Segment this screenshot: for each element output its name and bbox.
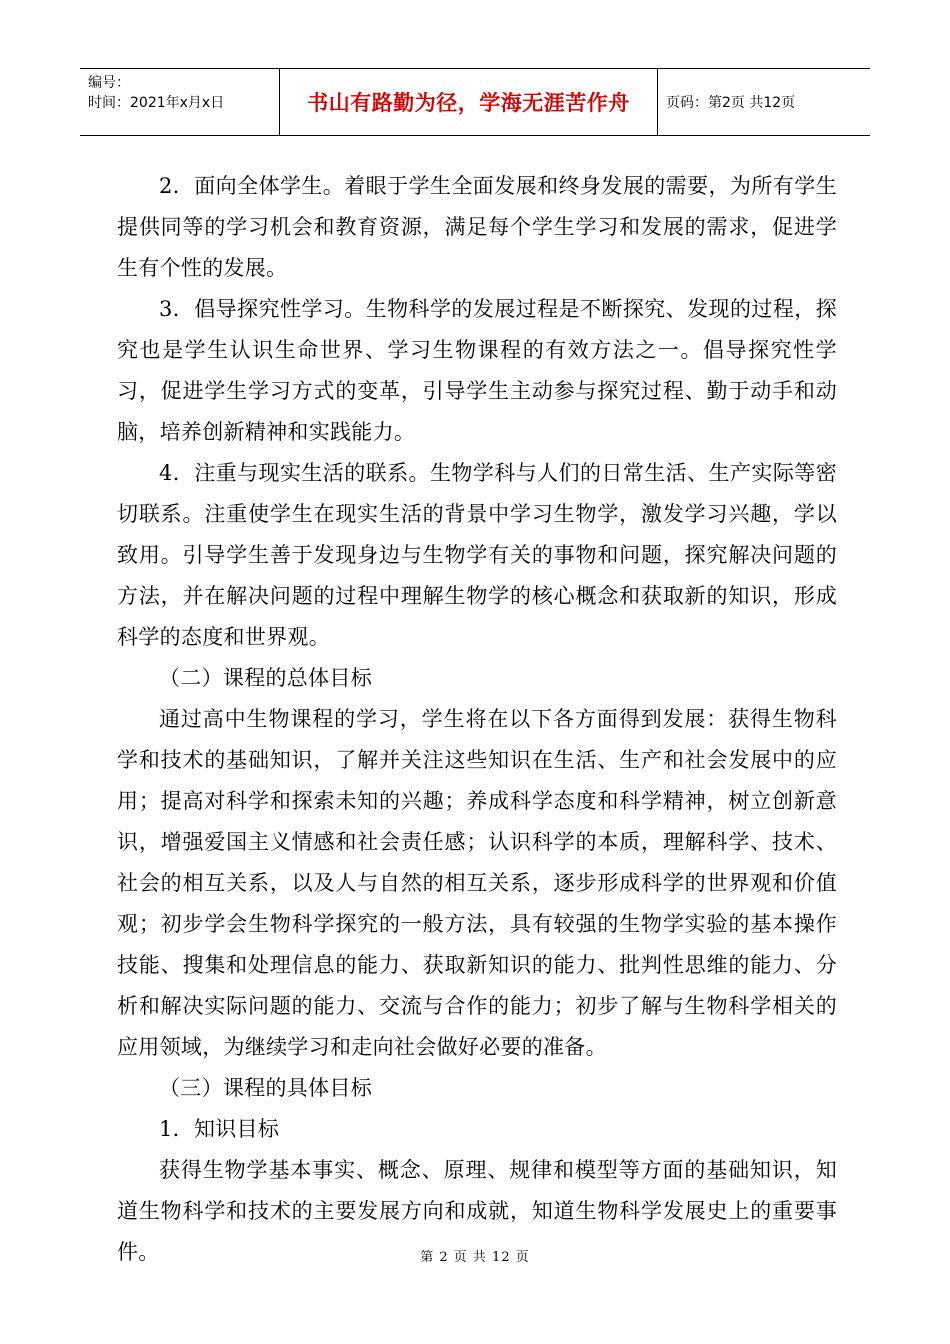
header-motto-cell: [280, 69, 658, 135]
paragraph-real-life: 4．注重与现实生活的联系。生物学科与人们的日常生活、生产实际等密切联系。注重使学生在现实生活的背景中学习生物学，激发学习兴趣，学以致用。引导学生善于发现身边与生物学有关的事物和问题，探究解决问题的方法，并在解决问题的过程中理解生物学的核心概念和获取新的知识，形成科学的态度和世界观。: [117, 461, 837, 649]
paragraph-overall-goals: 通过高中生物课程的学习，学生将在以下各方面得到发展：获得生物科学和技术的基础知识，了解并关注这些知识在生活、生产和社会发展中的应用；提高对科学和探索未知的兴趣；养成科学态度和科学精神，树立创新意识，增强爱国主义情感和社会责任感；认识科学的本质，理解科学、技术、社会的相互关系，以及人与自然的相互关系，逐步形成科学的世界观和价值观；初步学会生物科学探究的一般方法，具有较强的生物学实验的基本操作技能、搜集和处理信息的能力、获取新知识的能力、批判性思维的能力、分析和解决实际问题的能力、交流与合作的能力；初步了解与生物科学相关的应用领域，为继续学习和走向社会做好必要的准备。: [117, 707, 837, 1059]
paragraph-knowledge-goals: 获得生物学基本事实、概念、原理、规律和模型等方面的基础知识，知道生物科学和技术的主要发展方向和成就，知道生物科学发展史上的重要事件。: [117, 1158, 837, 1264]
time-label: 时间：2021年x月x日: [88, 95, 225, 111]
motto-text: 书山有路勤为径，学海无涯苦作舟: [307, 91, 630, 115]
section-heading-overall-goals: （二）课程的总体目标: [159, 666, 372, 690]
paragraph-inquiry-learning: 3．倡导探究性学习。生物科学的发展过程是不断探究、发现的过程，探究也是学生认识生命世界、学习生物课程的有效方法之一。倡导探究性学习，促进学生学习方式的变革，引导学生主动参与探究过程、勤于动手和动脑，培养创新精神和实践能力。: [117, 297, 837, 444]
subheading-knowledge-goals: 1．知识目标: [159, 1117, 280, 1141]
header-page-cell: [658, 69, 870, 135]
section-heading-specific-goals: （三）课程的具体目标: [159, 1076, 372, 1100]
number-label: 编号：: [88, 75, 130, 91]
header-meta-cell: [80, 69, 280, 135]
document-body: [117, 166, 837, 1273]
page-header-table: [80, 68, 870, 136]
page-info: 页码：第2页 共12页: [666, 95, 796, 111]
page-footer: 第 2 页 共 12 页: [420, 1250, 530, 1265]
paragraph-student-oriented: 2．面向全体学生。着眼于学生全面发展和终身发展的需要，为所有学生提供同等的学习机会和教育资源，满足每个学生学习和发展的需求，促进学生有个性的发展。: [117, 174, 837, 280]
